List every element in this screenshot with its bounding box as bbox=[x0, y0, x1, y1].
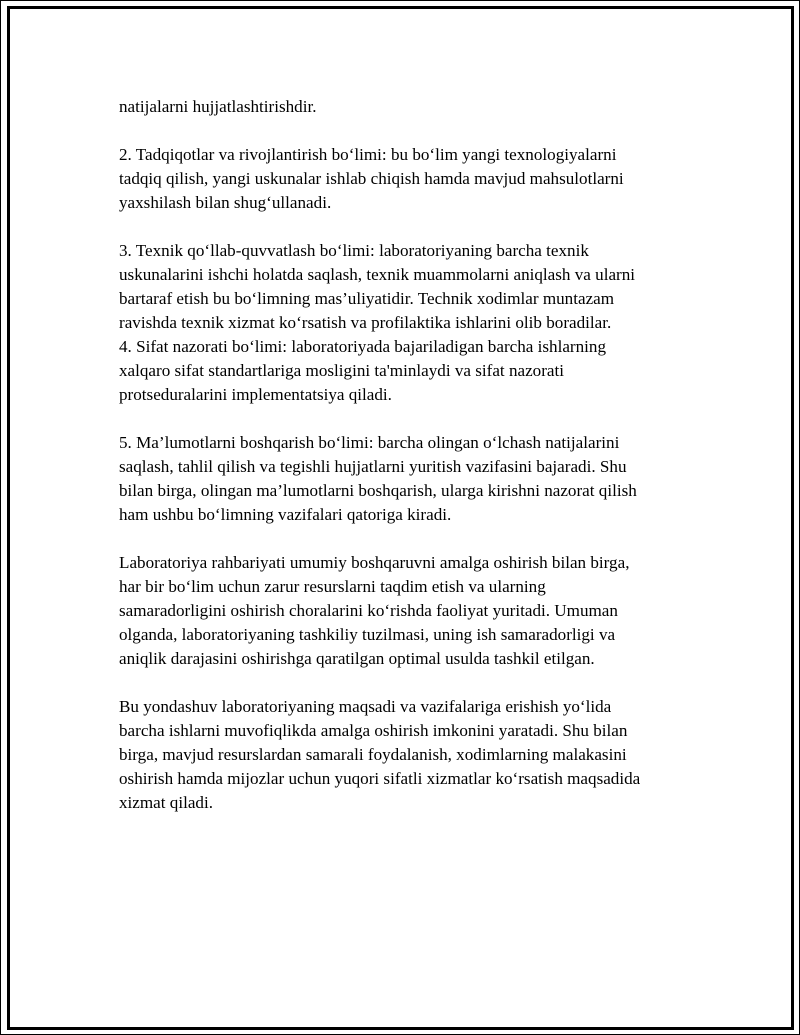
paragraph-technical-support-department: 3. Texnik qo‘llab-quvvatlash bo‘limi: laboratoriyaning barcha texnik uskunalarini ishchi holatda saqlash, texnik muammolarni aniqlash va ularni bartaraf etish bu bo‘limning mas’uliyatidir. Technik xodimlar muntazam ravishda texnik xizmat ko‘rsatish va profilaktika ishlarini olib boradilar. bbox=[119, 241, 636, 332]
paragraph-data-management-department: 5. Ma’lumotlarni boshqarish bo‘limi: barcha olingan o‘lchash natijalarini saqlash, tahlil qilish va tegishli hujjatlarni yuritish vazifasini bajaradi. Shu bilan birga, olingan ma’lumotlarni boshqarish, ularga kirishni nazorat qilish ham ushbu bo‘limning vazifalari qatoriga kiradi. bbox=[119, 433, 637, 524]
paragraph-spacer bbox=[119, 407, 719, 431]
paragraph-research-department: 2. Tadqiqotlar va rivojlantirish bo‘limi: bu bo‘lim yangi texnologiyalarni tadqiq qilish, yangi uskunalar ishlab chiqish hamda mavjud mahsulotlarni yaxshilash bilan shug‘ullanadi. bbox=[119, 145, 624, 212]
paragraph-conclusion: Bu yondashuv laboratoriyaning maqsadi va vazifalariga erishish yo‘lida barcha ishlarni muvofiqlikda amalga oshirish imkonini yaratadi. Shu bilan birga, mavjud resurslardan samarali foydalanish, xodimlarning malakasini oshirish hamda mijozlar uchun yuqori sifatli xizmatlar ko‘rsatish maqsadida xizmat qiladi. bbox=[119, 697, 641, 812]
paragraph-spacer bbox=[119, 119, 719, 143]
paragraph-spacer bbox=[119, 215, 719, 239]
paragraph-laboratory-management: Laboratoriya rahbariyati umumiy boshqaruvni amalga oshirish bilan birga, har bir bo‘lim uchun zarur resurslarni taqdim etish va ularning samaradorligini oshirish choralarini ko‘rishda faoliyat yuritadi. Umuman olganda, laboratoriyaning tashkiliy tuzilmasi, uning ish samaradorligi va aniqlik darajasini oshirishga qaratilgan optimal usulda tashkil etilgan. bbox=[119, 553, 630, 668]
paragraph-spacer bbox=[119, 671, 719, 695]
paragraph-continuation: natijalarni hujjatlashtirishdir. bbox=[119, 97, 317, 116]
document-body bbox=[119, 95, 719, 815]
paragraph-quality-control-department: 4. Sifat nazorati bo‘limi: laboratoriyada bajariladigan barcha ishlarning xalqaro sifat standartlariga mosligini ta'minlaydi va sifat nazorati protseduralarini implementatsiya qiladi. bbox=[119, 337, 606, 404]
paragraph-spacer bbox=[119, 527, 719, 551]
